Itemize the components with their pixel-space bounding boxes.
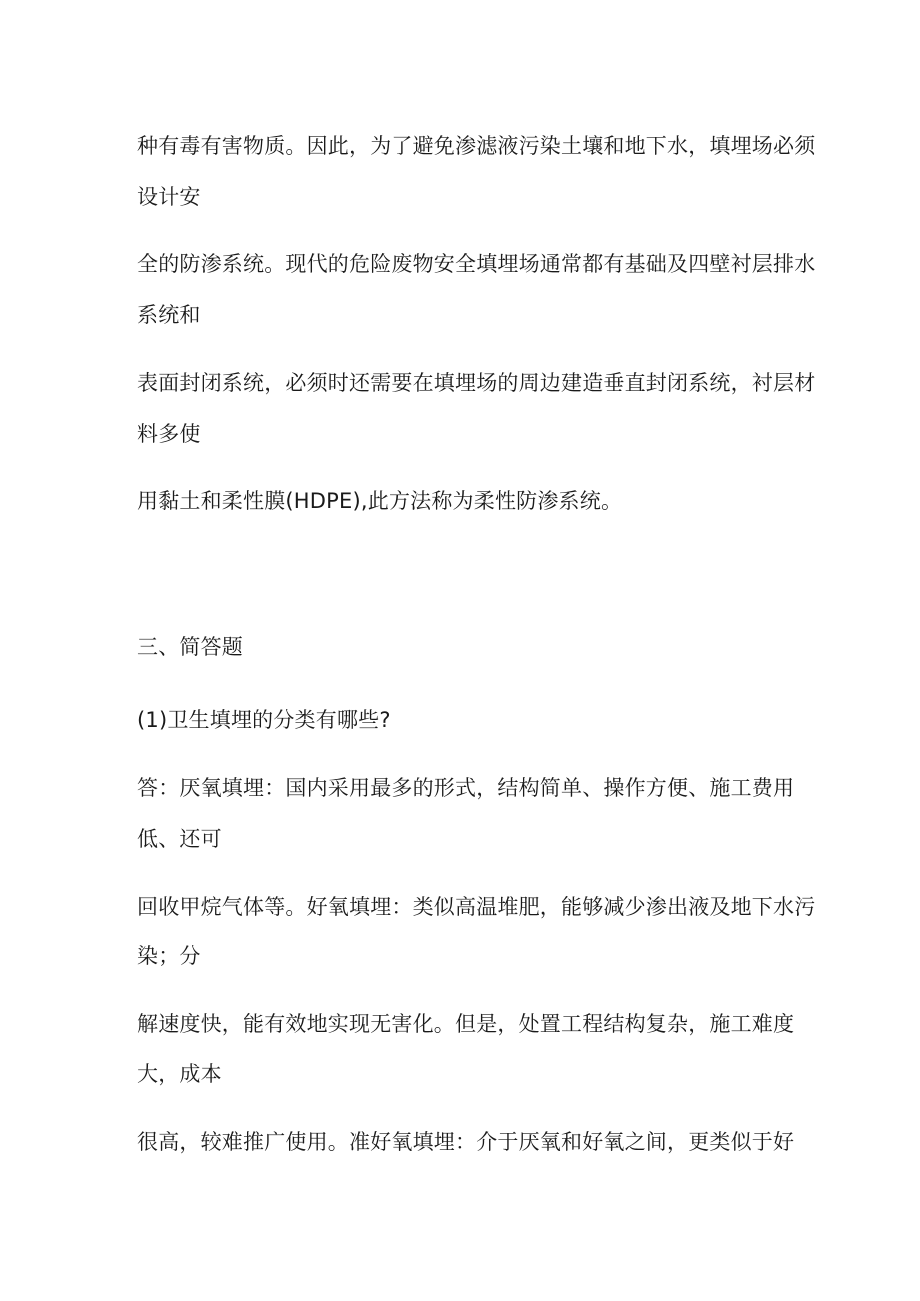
paragraph-line: 用黏土和柔性膜(HDPE),此方法称为柔性防渗系统。 [137, 489, 623, 513]
answer-line: 解速度快，能有效地实现无害化。但是，处置工程结构复杂，施工难度 [137, 1012, 795, 1036]
paragraph-line: 料多使 [137, 422, 201, 446]
answer-line: 大，成本 [137, 1062, 222, 1086]
answer-line: 低、还可 [137, 827, 222, 851]
paragraph-line: 设计安 [137, 185, 201, 209]
section-heading: 三、简答题 [137, 635, 243, 659]
answer-line: 染；分 [137, 944, 201, 968]
paragraph-line: 种有毒有害物质。因此，为了避免渗滤液污染土壤和地下水，填埋场必须 [137, 134, 816, 158]
answer-line: 答：厌氧填埋：国内采用最多的形式，结构简单、操作方便、施工费用 [137, 776, 795, 800]
paragraph-line: 全的防渗系统。现代的危险废物安全填埋场通常都有基础及四壁衬层排水 [137, 252, 816, 276]
question-line: (1)卫生填埋的分类有哪些? [137, 708, 391, 732]
answer-line: 很高，较难推广使用。准好氧填埋：介于厌氧和好氧之间，更类似于好 [137, 1130, 795, 1154]
answer-line: 回收甲烷气体等。好氧填埋：类似高温堆肥，能够减少渗出液及地下水污 [137, 895, 816, 919]
paragraph-line: 表面封闭系统，必须时还需要在填埋场的周边建造垂直封闭系统，衬层材 [137, 371, 816, 395]
paragraph-line: 系统和 [137, 303, 201, 327]
